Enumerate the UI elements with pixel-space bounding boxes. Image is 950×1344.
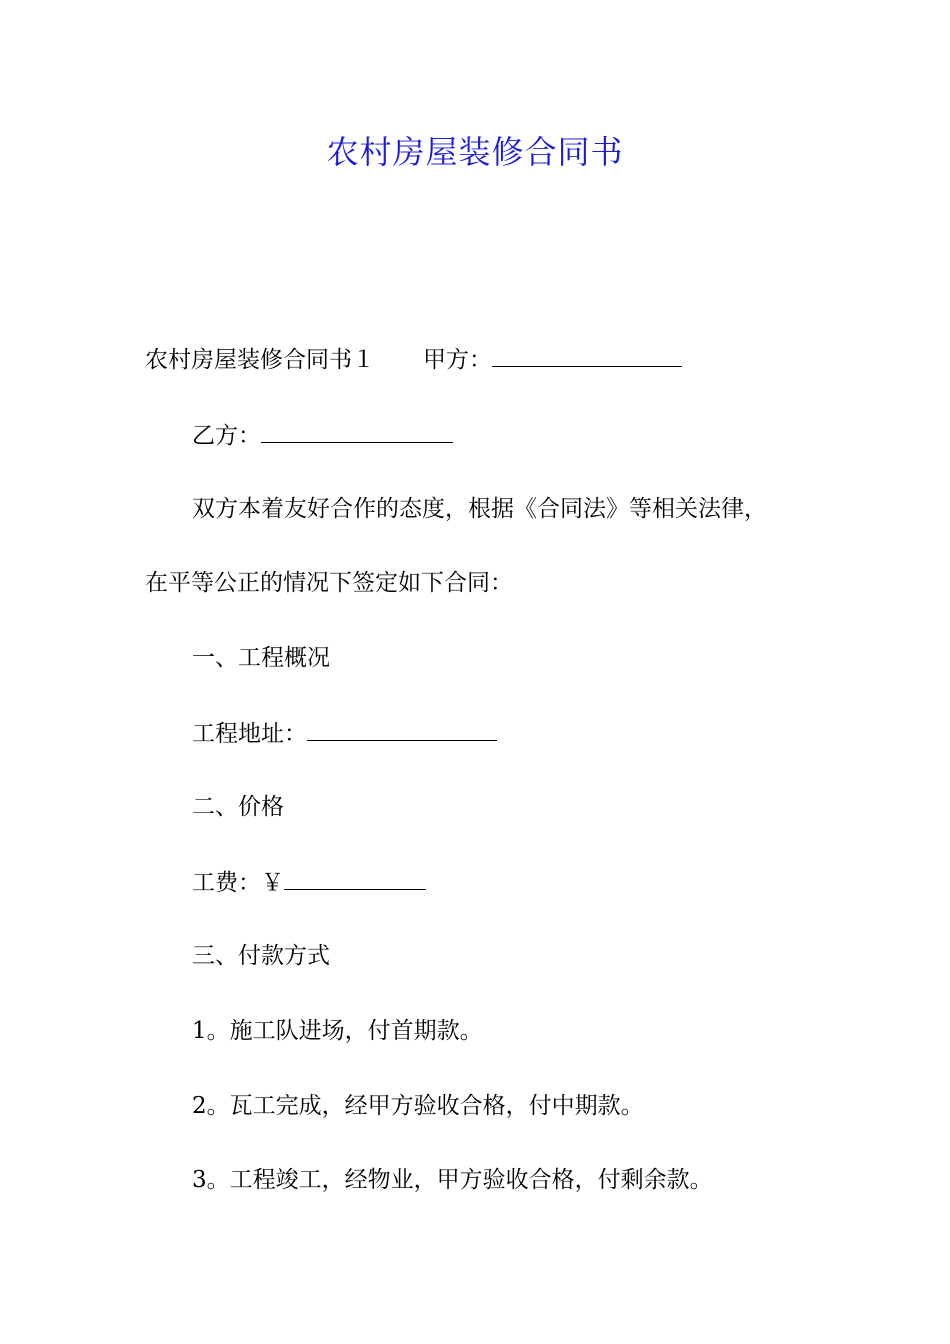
- intro-paragraph-line-1: 双方本着友好合作的态度，根据《合同法》等相关法律，: [192, 496, 767, 522]
- section-1-heading: 一、工程概况: [192, 645, 330, 671]
- header-line: [145, 344, 682, 375]
- party-a-label: 甲方：: [423, 347, 492, 373]
- party-a-blank[interactable]: [492, 344, 682, 367]
- document-title: 农村房屋装修合同书: [326, 133, 624, 171]
- project-address-blank[interactable]: [307, 718, 497, 741]
- payment-item-2: 2。瓦工完成，经甲方验收合格，付中期款。: [192, 1093, 644, 1119]
- payment-item-1: 1。施工队进场，付首期款。: [192, 1018, 483, 1044]
- party-b-line: [192, 420, 453, 451]
- intro-paragraph-line-2: 在平等公正的情况下签定如下合同：: [145, 570, 513, 596]
- project-address-label: 工程地址：: [192, 721, 307, 747]
- labor-fee-label: 工费：￥: [192, 870, 284, 896]
- section-2-heading: 二、价格: [192, 794, 284, 820]
- section-3-heading: 三、付款方式: [192, 943, 330, 969]
- labor-fee-line: [192, 867, 426, 898]
- contract-name-label: 农村房屋装修合同书１: [145, 347, 375, 373]
- labor-fee-blank[interactable]: [284, 867, 426, 890]
- project-address-line: [192, 718, 497, 749]
- payment-item-3: 3。工程竣工，经物业，甲方验收合格，付剩余款。: [192, 1167, 713, 1193]
- party-b-blank[interactable]: [261, 420, 453, 443]
- party-b-label: 乙方：: [192, 423, 261, 449]
